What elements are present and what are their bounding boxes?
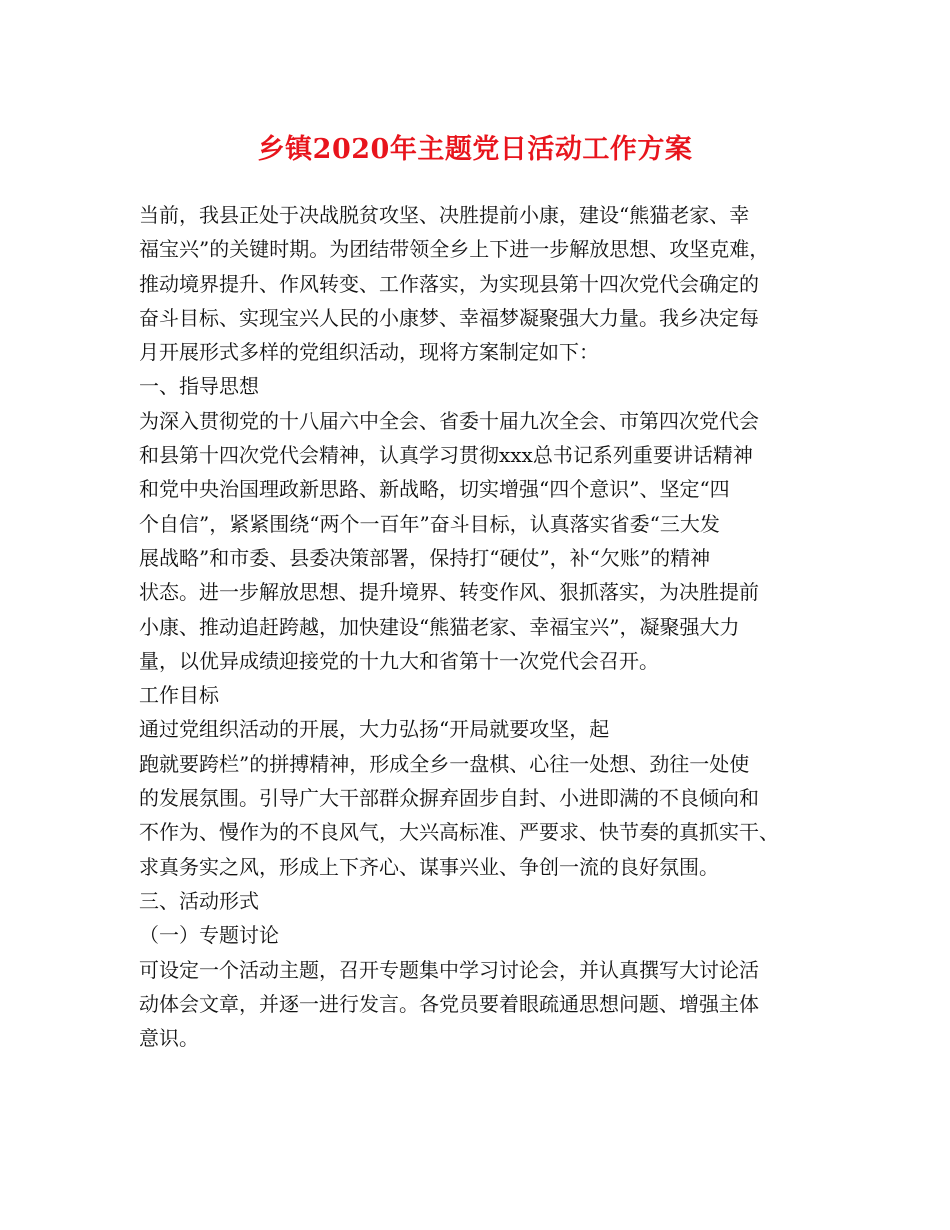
document-line: 不作为、慢作为的不良风气，大兴高标准、严要求、快节奏的真抓实干、 — [139, 820, 779, 845]
document-line: 为深入贯彻党的十八届六中全会、省委十届九次全会、市第四次党代会 — [139, 408, 759, 433]
document-line: 推动境界提升、作风转变、工作落实，为实现县第十四次党代会确定的 — [139, 271, 759, 296]
document-title: 乡镇2020年主题党日活动工作方案 — [257, 134, 693, 165]
document-line: 月开展形式多样的党组织活动，现将方案制定如下： — [139, 340, 599, 365]
document-line: 奋斗目标、实现宝兴人民的小康梦、幸福梦凝聚强大力量。我乡决定每 — [139, 305, 759, 330]
document-line: 跑就要跨栏”的拼搏精神，形成全乡一盘棋、心往一处想、劲往一处使 — [139, 751, 750, 776]
document-line: 状态。进一步解放思想、提升境界、转变作风、狠抓落实，为决胜提前 — [139, 580, 759, 605]
document-line: 个自信”，紧紧围绕“两个一百年”奋斗目标，认真落实省委“三大发 — [139, 511, 720, 536]
document-line: 可设定一个活动主题，召开专题集中学习讨论会，并认真撰写大讨论活 — [139, 957, 759, 982]
document-line: 量，以优异成绩迎接党的十九大和省第十一次党代会召开。 — [139, 648, 659, 673]
document-line: 工作目标 — [139, 683, 219, 708]
document-body — [139, 198, 829, 1055]
document-line: 三、活动形式 — [139, 888, 259, 913]
document-line: 福宝兴”的关键时期。为团结带领全乡上下进一步解放思想、攻坚克难， — [139, 237, 770, 262]
document-line: 小康、推动追赶跨越，加快建设“熊猫老家、幸福宝兴”，凝聚强大力 — [139, 614, 740, 639]
document-line: （一）专题讨论 — [139, 923, 279, 948]
document-line: 一、指导思想 — [139, 374, 259, 399]
document-line: 和党中央治国理政新思路、新战略，切实增强“四个意识”、坚定“四 — [139, 477, 730, 502]
document-line: 意识。 — [139, 1026, 199, 1051]
document-line: 的发展氛围。引导广大干部群众摒弃固步自封、小进即满的不良倾向和 — [139, 786, 759, 811]
document-line: 动体会文章，并逐一进行发言。各党员要着眼疏通思想问题、增强主体 — [139, 991, 759, 1016]
document-line: 和县第十四次党代会精神，认真学习贯彻xxx总书记系列重要讲话精神 — [139, 443, 753, 468]
document-line: 展战略”和市委、县委决策部署，保持打“硬仗”，补“欠账”的精神 — [139, 545, 711, 570]
document-line: 通过党组织活动的开展，大力弘扬“开局就要攻坚，起 — [139, 717, 610, 742]
document-line: 求真务实之风，形成上下齐心、谋事兴业、争创一流的良好氛围。 — [139, 854, 719, 879]
document-line: 当前，我县正处于决战脱贫攻坚、决胜提前小康，建设“熊猫老家、幸 — [139, 203, 750, 227]
